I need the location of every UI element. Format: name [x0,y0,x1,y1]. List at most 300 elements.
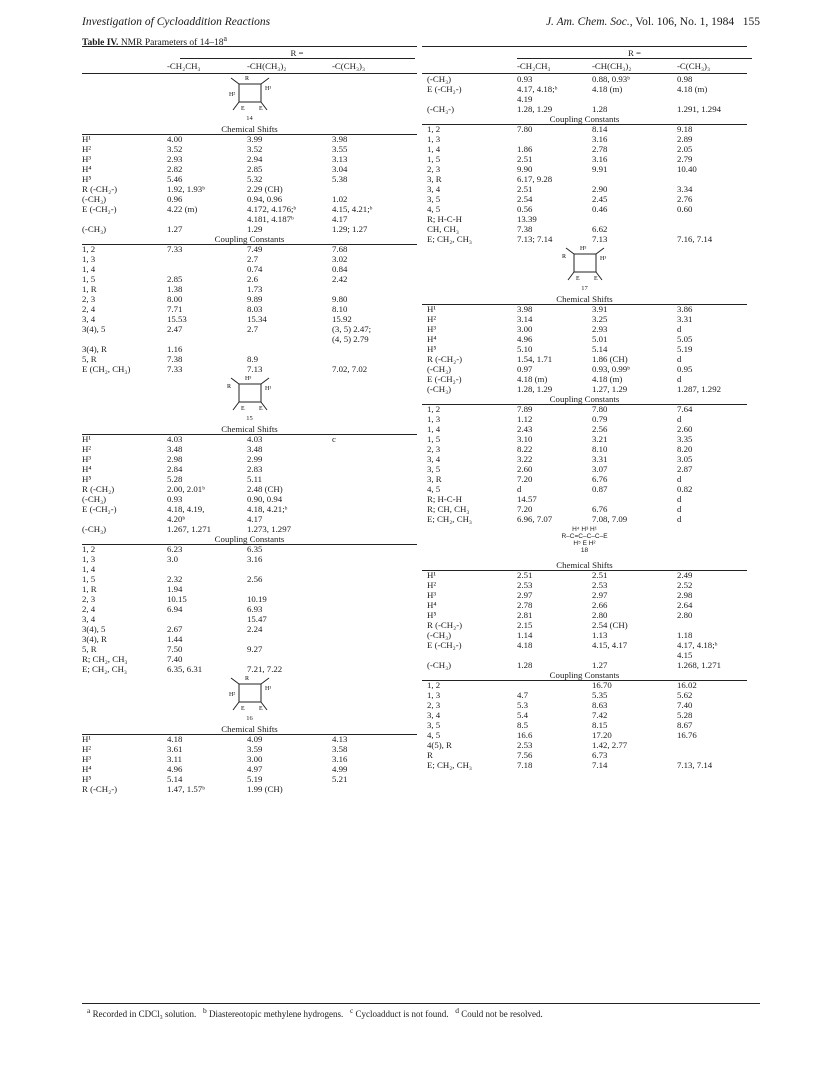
table-row [82,624,417,634]
svg-text:E: E [258,706,263,712]
table-row [82,604,417,614]
row-label: 1, 2 [427,680,441,690]
cell-value: d [677,504,682,514]
cell-value: 2.80 [677,610,693,620]
cell-value: 9.89 [247,294,263,304]
cell-value: 7.50 [167,644,183,654]
cell-value: 0.90, 0.94 [247,494,283,504]
cell-value: 2.24 [247,624,263,634]
cell-value: 0.95 [677,364,693,374]
cell-value: 0.93, 0.99ᵇ [592,364,630,374]
cell-value: 4.96 [167,764,183,774]
cell-value: 0.56 [517,204,533,214]
table-row [422,630,747,640]
table-row [82,664,417,674]
row-label: H¹ [82,434,91,444]
row-label: 3, 4 [82,614,96,624]
cell-value: 6.96, 7.07 [517,514,553,524]
row-label: 1, 2 [82,244,96,254]
table-row [82,194,417,204]
row-label: 4, 5 [427,484,441,494]
journal-name: J. Am. Chem. Soc. [545,16,630,28]
section-title [82,724,417,734]
table-row [82,434,417,444]
cell-value: 5.28 [167,474,183,484]
table-row [422,700,747,710]
cell-value: 2.29 (CH) [247,184,283,194]
cell-value: 3.00 [247,754,263,764]
row-label: 1, 3 [82,554,96,564]
table-row [82,514,417,524]
cell-value: 4.15, 4.21;ᵇ [332,204,373,214]
cell-value: 7.68 [332,244,348,254]
cell-value: 7.13; 7.14 [517,234,553,244]
row-label: E; CH₂, CH₃ [427,234,472,244]
cell-value: 4.17, 4.18;ᵇ [677,640,718,650]
cell-value: 3.16 [247,554,263,564]
table-row [422,344,747,354]
cell-value: 15.47 [247,614,267,624]
cell-value: 1.42, 2.77 [592,740,628,750]
structure-diagram [422,244,747,294]
row-label: H⁴ [427,600,437,610]
cell-value: 15.53 [167,314,187,324]
table-row [422,610,747,620]
cell-value: 2.81 [517,610,533,620]
table-row [82,544,417,554]
svg-text:H⁵: H⁵ [579,246,586,252]
cell-value: 7.56 [517,750,533,760]
table-row [422,144,747,154]
cell-value: 6.35, 6.31 [167,664,203,674]
table-row [82,244,417,254]
row-label: 4, 5 [427,204,441,214]
cell-value: 8.15 [592,720,608,730]
cell-value: 3.16 [592,134,608,144]
row-label: 2, 3 [427,164,441,174]
r-equals-label: R = [517,48,752,59]
row-label: E (-CH₂-) [427,640,462,650]
column-header-row [422,59,747,74]
column-header: -CH₂CH₃ [517,61,551,71]
table-row [422,134,747,144]
cell-value: 3.25 [592,314,608,324]
column-header: -CH(CH₃)₂ [247,61,287,71]
formula-line: H⁵ E H² [573,540,596,547]
cell-value: 2.78 [517,600,533,610]
cell-value: 4.17 [247,514,263,524]
table-row [422,444,747,454]
cell-value: 5.46 [167,174,183,184]
cell-value: 6.35 [247,544,263,554]
cell-value: 16.6 [517,730,533,740]
footnote-c-mark: c [349,1006,354,1015]
cell-value: 1.27 [167,224,183,234]
r-equals-label: R = [180,48,415,59]
row-label: 1, 2 [427,124,441,134]
cell-value: 15.34 [247,314,267,324]
cell-value: 8.00 [167,294,183,304]
table-row [422,384,747,394]
table-row [82,654,417,664]
table-row [422,660,747,670]
cell-value: 2.93 [167,154,183,164]
cell-value: 2.98 [677,590,693,600]
cell-value: 5.35 [592,690,608,700]
cell-value: 8.10 [332,304,348,314]
table-row [82,574,417,584]
row-label: (-CH₃-) [427,104,455,114]
cell-value: 5.05 [677,334,693,344]
cell-value: 2.32 [167,574,183,584]
row-label: 3, 4 [427,710,441,720]
cell-value: 1.28, 1.29 [517,384,553,394]
footnote-d-mark: d [455,1006,460,1015]
row-label: 3, 5 [427,720,441,730]
row-label: 1, 5 [427,434,441,444]
cell-value: 4.181, 4.187ᵇ [247,214,294,224]
row-label: H⁵ [82,774,92,784]
row-label: 2, 3 [427,700,441,710]
row-label: E; CH₂, CH₃ [427,760,472,770]
table-label: Table IV. [82,38,119,49]
journal-volume: , Vol. 106, No. 1, 1984 [629,16,735,28]
cell-value: 2.7 [247,324,258,334]
cell-value: 7.18 [517,760,533,770]
footnote-a: Recorded in CDCl₃ solution. [92,1009,197,1019]
cell-value: 0.84 [332,264,348,274]
cell-value: 2.79 [677,154,693,164]
cell-value: 4.18 [517,640,533,650]
cell-value: 3.98 [517,304,533,314]
table-row [82,354,417,364]
section-title-text: Chemical Shifts [82,724,417,735]
cell-value: 10.40 [677,164,697,174]
cell-value: 2.82 [167,164,183,174]
row-label: (-CH₃) [427,660,452,670]
cell-value: 2.15 [517,620,533,630]
row-label: 1, 2 [427,404,441,414]
cell-value: 7.21, 7.22 [247,664,283,674]
left-column [82,46,417,794]
cell-value: 1.44 [167,634,183,644]
cell-value: 2.78 [592,144,608,154]
svg-text:E: E [240,406,245,412]
row-label: R (-CH₂) [82,484,115,494]
cell-value: 5.19 [677,344,693,354]
r-equals-header [82,47,417,59]
row-label: (-CH₃) [82,224,107,234]
cell-value: 3.21 [592,434,608,444]
cell-value: 1.12 [517,414,533,424]
cell-value: 2.99 [247,454,263,464]
cell-value: 6.93 [247,604,263,614]
row-label: 4, 5 [427,730,441,740]
row-label: H² [427,314,436,324]
table-row [82,304,417,314]
row-label: 3, R [427,474,442,484]
cell-value: 3.61 [167,744,183,754]
table-row [82,284,417,294]
section-title [422,294,747,304]
cell-value: (3, 5) 2.47; [332,324,372,334]
cell-value: 9.90 [517,164,533,174]
cell-value: 0.94, 0.96 [247,194,283,204]
svg-text:H²: H² [228,692,235,698]
cell-value: 1.27, 1.29 [592,384,628,394]
svg-text:E: E [240,706,245,712]
cell-value: 7.71 [167,304,183,314]
cell-value: 7.14 [592,760,608,770]
row-label: (-CH₃) [427,74,452,84]
cell-value: 5.14 [592,344,608,354]
cell-value: 4.15, 4.17 [592,640,628,650]
cell-value: 0.87 [592,484,608,494]
table-row [422,224,747,234]
footnote-b: Diastereotopic methylene hydrogens. [208,1009,344,1019]
row-label: 2, 3 [427,444,441,454]
cell-value: d [677,374,682,384]
formula-line: R–C=C–C–C–E [561,533,608,540]
cell-value: 8.10 [592,444,608,454]
table-row [82,314,417,324]
column-header: -CH(CH₃)₂ [592,61,632,71]
svg-text:H¹: H¹ [264,686,271,692]
cell-value: 3.14 [517,314,533,324]
cell-value: 3.52 [247,144,263,154]
cell-value: 2.51 [517,570,533,580]
table-row [82,254,417,264]
structure-diagram [82,674,417,724]
table-row [82,734,417,744]
row-label: R (-CH₂-) [427,620,463,630]
cell-value: 7.40 [167,654,183,664]
table-row [422,414,747,424]
row-label: 5, R [82,354,97,364]
table-row [422,124,747,134]
table-footnote-mark: a [223,34,227,43]
row-label: (-CH₃) [82,194,107,204]
cell-value: 2.83 [247,464,263,474]
cell-value: 4.22 (m) [167,204,198,214]
table-row [422,334,747,344]
row-label: R (-CH₂-) [82,784,118,794]
row-label: H⁵ [427,344,437,354]
cell-value: 0.79 [592,414,608,424]
row-label: 3(4), R [82,634,107,644]
table-row [422,74,747,84]
cell-value: 5.62 [677,690,693,700]
table-row [82,564,417,574]
cell-value: 9.80 [332,294,348,304]
row-label: 1, 5 [82,274,96,284]
table-row [82,644,417,654]
table-row [82,494,417,504]
cell-value: 0.93 [167,494,183,504]
cell-value: 16.02 [677,680,697,690]
cell-value: 5.32 [247,174,263,184]
row-label: H¹ [82,734,91,744]
table-row [82,634,417,644]
table-row [422,504,747,514]
row-label: 3, 4 [427,454,441,464]
cell-value: 7.38 [167,354,183,364]
section-title-text: Chemical Shifts [422,560,747,571]
cell-value: 9.18 [677,124,693,134]
cell-value: 2.42 [332,274,348,284]
cell-value: 1.02 [332,194,348,204]
cell-value: 2.05 [677,144,693,154]
cell-value: 4.7 [517,690,528,700]
table-row [82,554,417,564]
table-row [82,344,417,354]
row-label: H³ [82,754,91,764]
row-label: H² [427,580,436,590]
svg-text:H¹: H¹ [264,86,271,92]
cell-value: 5.01 [592,334,608,344]
cell-value: c [332,434,336,444]
cell-value: 6.94 [167,604,183,614]
cell-value: 4.18 (m) [592,84,623,94]
row-label: 1, 3 [427,414,441,424]
row-label: 3, 5 [427,464,441,474]
table-row [422,600,747,610]
cell-value: 2.00, 2.01ᵇ [167,484,205,494]
cell-value: 7.20 [517,504,533,514]
formula-line: H⁴ H³ H¹ [572,526,597,533]
table-row [422,464,747,474]
cell-value: 4.18 (m) [677,84,708,94]
cell-value: (4, 5) 2.79 [332,334,369,344]
cell-value: 6.23 [167,544,183,554]
row-label: E; CH₂, CH₃ [82,664,127,674]
section-title-text: Chemical Shifts [422,294,747,305]
row-label: H³ [427,324,436,334]
row-label: 1, 4 [427,424,441,434]
cell-value: 6.73 [592,750,608,760]
table-row [82,774,417,784]
table-row [422,640,747,650]
row-label: 1, 3 [82,254,96,264]
cell-value: 8.5 [517,720,528,730]
row-label: R; H-C-H [427,494,462,504]
table-row [82,134,417,144]
cell-value: 7.42 [592,710,608,720]
cell-value: 3.91 [592,304,608,314]
cell-value: 1.273, 1.297 [247,524,291,534]
cell-value: 5.14 [167,774,183,784]
cell-value: 3.99 [247,134,263,144]
table-row [422,404,747,414]
cell-value: d [677,514,682,524]
cell-value: 6.62 [592,224,608,234]
row-label: E; CH₂, CH₃ [427,514,472,524]
table-row [422,214,747,224]
cell-value: d [677,324,682,334]
svg-text:R: R [226,384,231,390]
table-row [422,354,747,364]
cell-value: 3.16 [332,754,348,764]
table-row [422,364,747,374]
row-label: 1, 4 [82,564,96,574]
compound-18-formula [422,524,747,560]
column-header: -CH₂CH₃ [167,61,201,71]
cell-value: 4.97 [247,764,263,774]
cell-value: 2.93 [592,324,608,334]
section-title [82,424,417,434]
row-label: E (-CH₂-) [427,84,462,94]
row-label: E (-CH₂-) [82,504,117,514]
row-label: H² [82,144,91,154]
cell-value: 3.86 [677,304,693,314]
cell-value: 2.49 [677,570,693,580]
cell-value: 2.60 [677,424,693,434]
cell-value: 7.80 [517,124,533,134]
cell-value: 0.46 [592,204,608,214]
svg-text:H¹: H¹ [264,386,271,392]
cell-value: 3.05 [677,454,693,464]
table-row [82,764,417,774]
cell-value: 3.35 [677,434,693,444]
cell-value: 8.20 [677,444,693,454]
cell-value: 5.28 [677,710,693,720]
section-title [82,534,417,544]
table-row [422,690,747,700]
table-row [422,154,747,164]
table-row [422,324,747,334]
row-label: E (-CH₂-) [82,204,117,214]
row-label: 2, 4 [82,604,96,614]
table-row [82,214,417,224]
cell-value: 2.67 [167,624,183,634]
cell-value: 4.15 [677,650,693,660]
cell-value: 4.18, 4.19, [167,504,205,514]
svg-text:H⁵: H⁵ [244,376,251,382]
page-number: 155 [742,16,760,28]
table-row [82,464,417,474]
cell-value: 7.13 [247,364,263,374]
cell-value: 4.03 [247,434,263,444]
cell-value: 1.86 [517,144,533,154]
table-row [422,374,747,384]
row-label: H¹ [427,304,436,314]
cell-value: 2.6 [247,274,258,284]
cell-value: 2.90 [592,184,608,194]
cell-value: 6.17, 9.28 [517,174,553,184]
cell-value: 3.00 [517,324,533,334]
cell-value: 4.99 [332,764,348,774]
cell-value: 4.18 (m) [592,374,623,384]
table-row [422,570,747,580]
column-header: -C(CH₃)₃ [332,61,366,71]
cell-value: 15.92 [332,314,352,324]
running-title: Investigation of Cycloaddition Reactions [82,16,271,28]
row-label: H¹ [82,134,91,144]
cell-value: 2.97 [592,590,608,600]
table-row [422,234,747,244]
cell-value: 6.76 [592,474,608,484]
cell-value: 2.87 [677,464,693,474]
table-row [82,594,417,604]
section-title-text: Coupling Constants [422,114,747,125]
cell-value: 3.02 [332,254,348,264]
row-label: 2, 4 [82,304,96,314]
cell-value: 7.13, 7.14 [677,760,713,770]
table-row [82,784,417,794]
table-row [82,484,417,494]
cell-value: 5.10 [517,344,533,354]
cell-value: 7.20 [517,474,533,484]
